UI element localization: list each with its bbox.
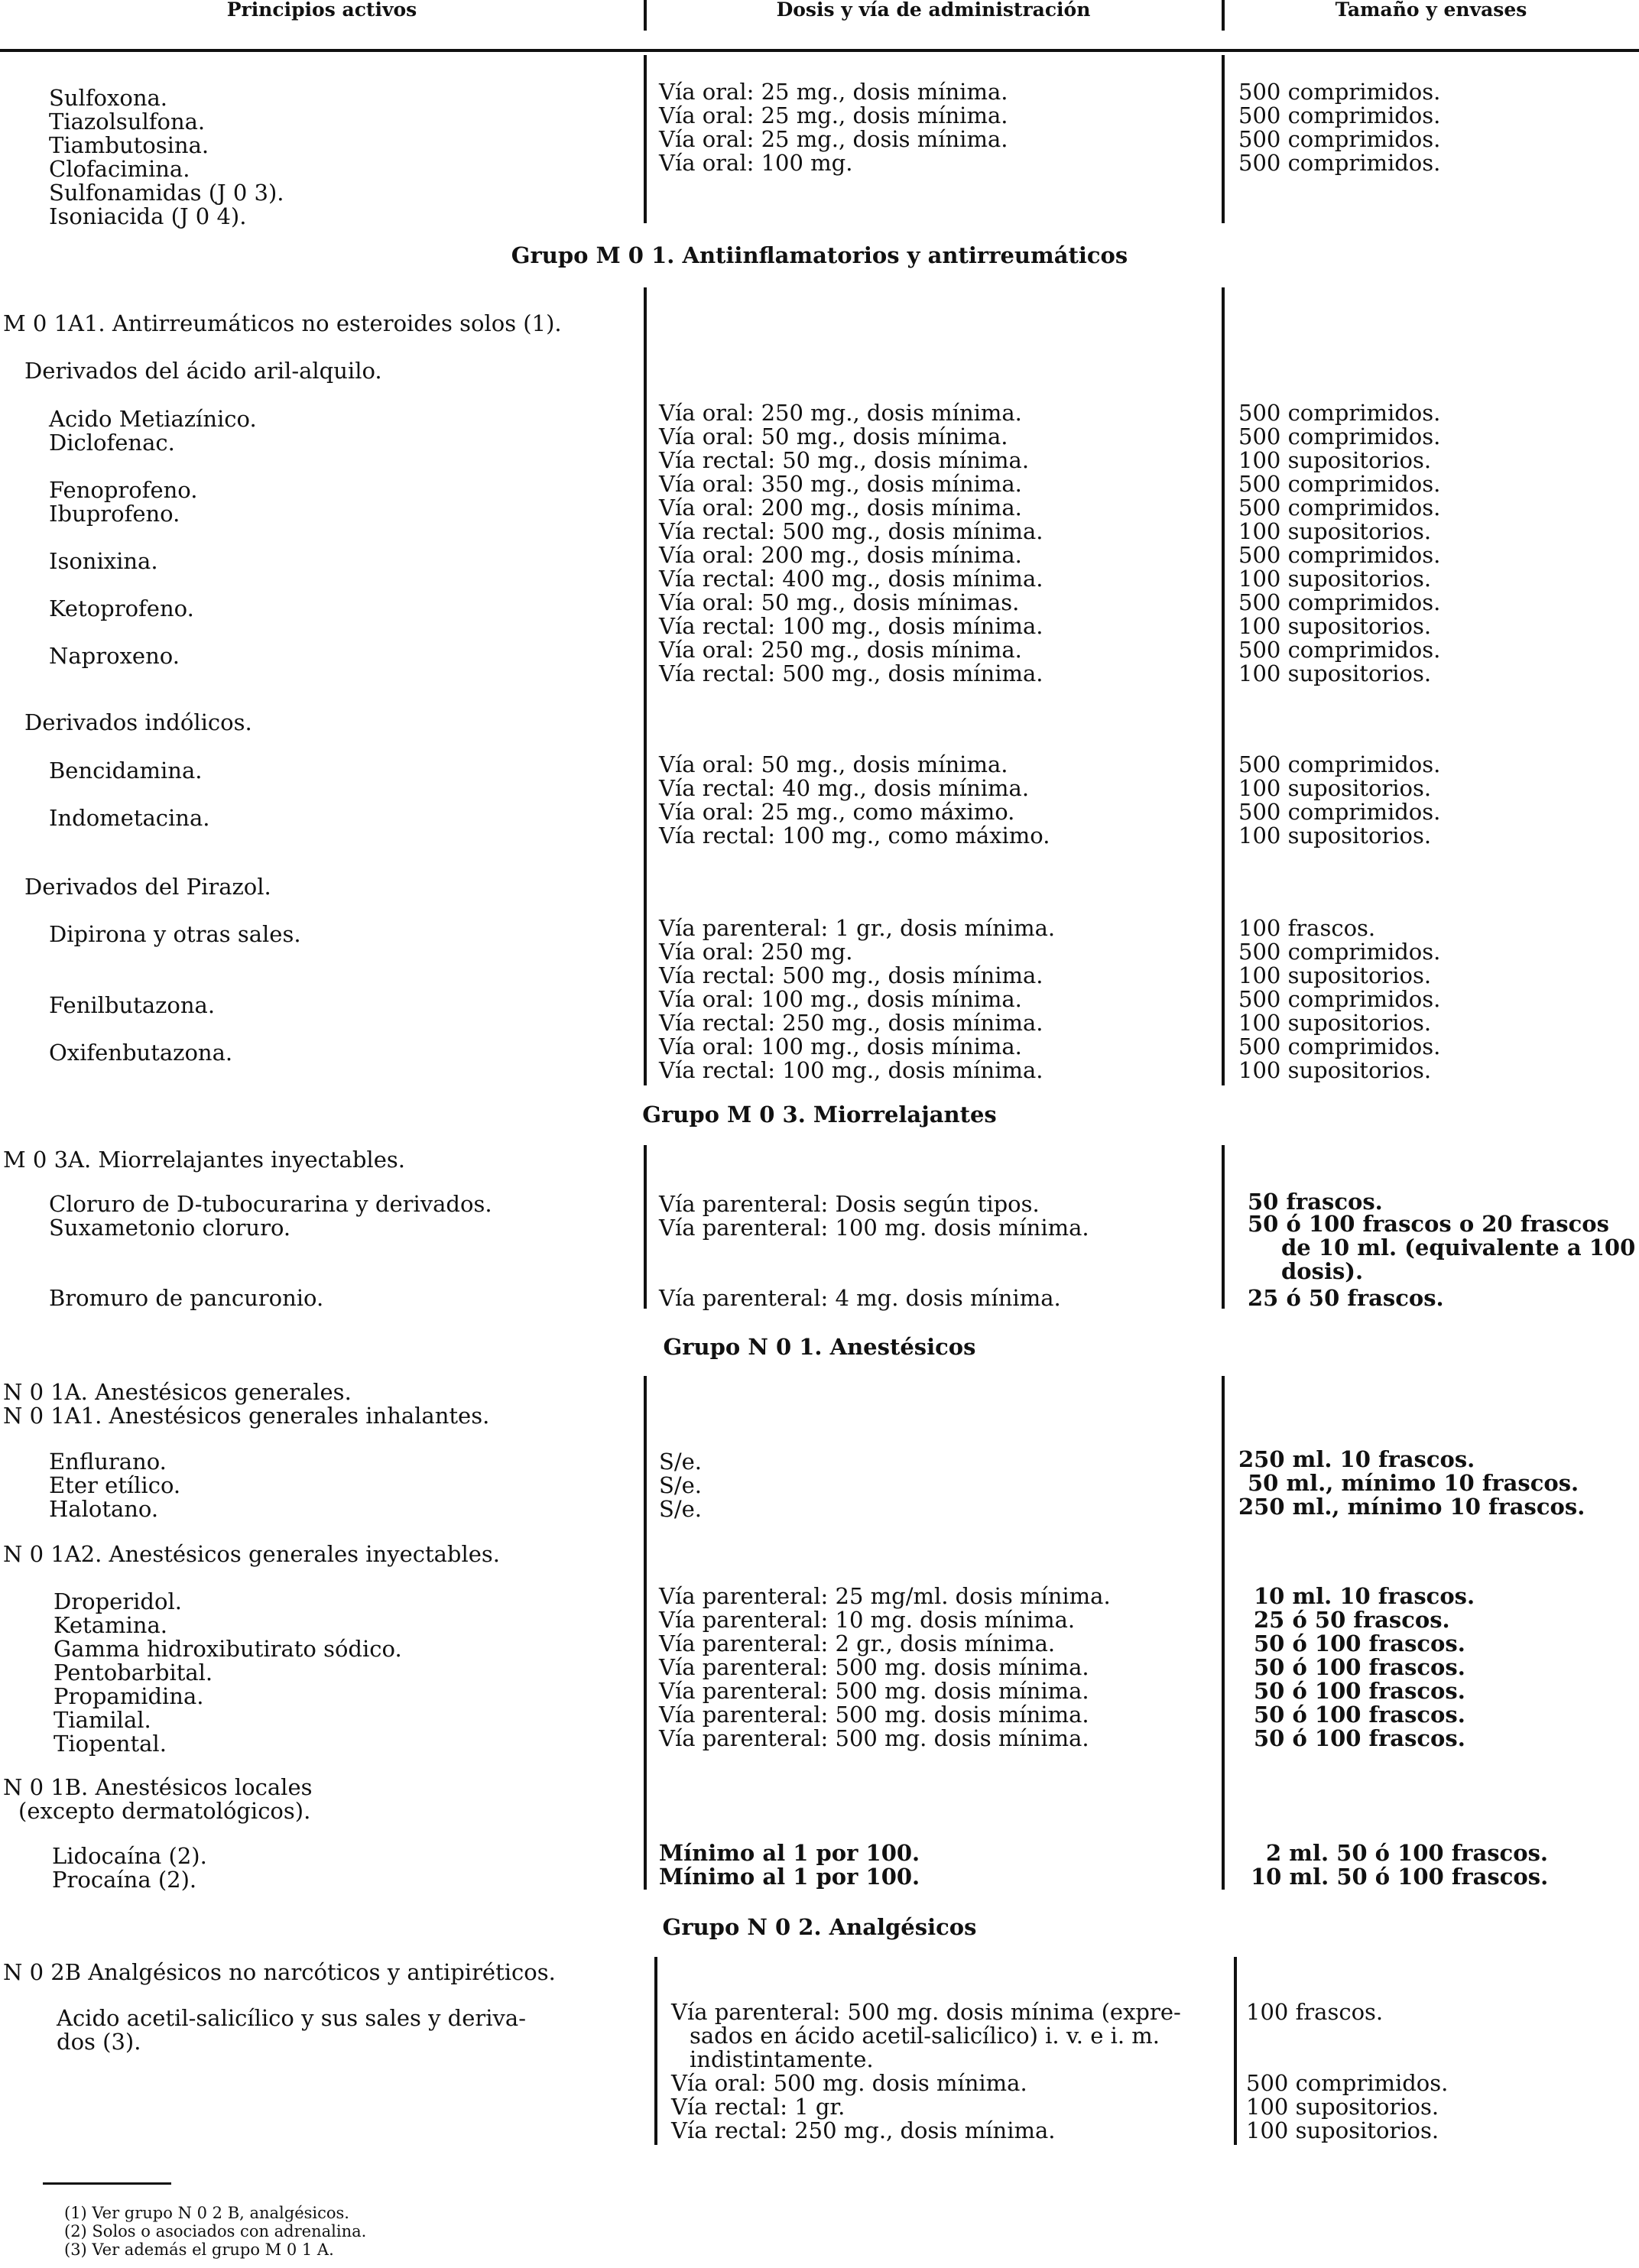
subsection-title: Derivados indólicos. — [24, 709, 252, 735]
section-title: N 0 1B. Anestésicos locales — [3, 1774, 313, 1800]
dosage: Vía rectal: 250 mg., dosis mínima. — [671, 2117, 1056, 2143]
package: 10 ml. 50 ó 100 frascos. — [1251, 1864, 1549, 1890]
drug-name: Fenilbutazona. — [49, 992, 216, 1018]
footnote: (2) Solos o asociados con adrenalina. — [64, 2222, 367, 2240]
dosage: Vía rectal: 40 mg., dosis mínima. — [659, 775, 1030, 801]
package: 50 ó 100 frascos. — [1254, 1630, 1465, 1656]
dosage: Vía oral: 100 mg., dosis mínima. — [659, 986, 1022, 1012]
dosage: Vía rectal: 500 mg., dosis mínima. — [659, 962, 1043, 988]
package: 25 ó 50 frascos. — [1254, 1607, 1450, 1633]
footnote: (3) Ver además el grupo M 0 1 A. — [64, 2240, 334, 2259]
drug-name: Tiambutosina. — [49, 132, 209, 158]
package: 500 comprimidos. — [1238, 637, 1441, 663]
dosage: Vía rectal: 50 mg., dosis mínima. — [659, 447, 1030, 473]
drug-name: Bencidamina. — [49, 758, 203, 784]
dosage: Vía oral: 200 mg., dosis mínima. — [659, 542, 1022, 568]
column-divider — [644, 1145, 647, 1309]
package: 100 supositorios. — [1238, 1010, 1432, 1036]
drug-name: Ketoprofeno. — [49, 595, 194, 621]
header-col3: Tamaño y envases — [1335, 0, 1527, 21]
drug-name: Ketamina. — [54, 1612, 167, 1638]
dosage: Vía rectal: 100 mg., dosis mínima. — [659, 613, 1043, 639]
drug-name: Cloruro de D-tubocurarina y derivados. — [49, 1191, 492, 1217]
column-divider — [1222, 55, 1225, 223]
dosage: S/e. — [659, 1449, 703, 1475]
package: 25 ó 50 frascos. — [1248, 1285, 1444, 1311]
dosage: Vía oral: 50 mg., dosis mínima. — [659, 423, 1008, 449]
footnote-rule — [43, 2182, 171, 2185]
section-title: M 0 3A. Miorrelajantes inyectables. — [3, 1147, 405, 1173]
drug-name: Droperidol. — [54, 1588, 182, 1614]
package: 500 comprimidos. — [1238, 542, 1441, 568]
package: 500 comprimidos. — [1238, 751, 1441, 777]
package: 500 comprimidos. — [1238, 471, 1441, 497]
dosage: Vía rectal: 400 mg., dosis mínima. — [659, 566, 1043, 592]
dosage: Vía parenteral: 100 mg. dosis mínima. — [659, 1215, 1089, 1241]
package: 500 comprimidos. — [1238, 79, 1441, 105]
dosage: Vía parenteral: 4 mg. dosis mínima. — [659, 1285, 1061, 1311]
dosage: Vía parenteral: 500 mg. dosis mínima (expre- — [671, 1999, 1181, 2025]
dosage: Vía oral: 250 mg., dosis mínima. — [659, 400, 1022, 426]
dosage: Vía rectal: 100 mg., dosis mínima. — [659, 1057, 1043, 1083]
package: 500 comprimidos. — [1238, 150, 1441, 176]
drug-name: Eter etílico. — [49, 1472, 181, 1498]
header-col2: Dosis y vía de administración — [776, 0, 1091, 21]
dosage: Vía rectal: 500 mg., dosis mínima. — [659, 518, 1043, 544]
dosage: Vía oral: 100 mg., dosis mínima. — [659, 1033, 1022, 1059]
dosage: Vía oral: 250 mg., dosis mínima. — [659, 637, 1022, 663]
dosage: Vía parenteral: 1 gr., dosis mínima. — [659, 915, 1056, 941]
section-title: N 0 1A. Anestésicos generales. — [3, 1379, 352, 1405]
dosage: indistintamente. — [690, 2046, 874, 2072]
group-heading-m01: Grupo M 0 1. Antiinflamatorios y antirreumáticos — [511, 242, 1128, 268]
column-divider — [1222, 1376, 1225, 1890]
dosage: Vía parenteral: 10 mg. dosis mínima. — [659, 1607, 1076, 1633]
package: 2 ml. 50 ó 100 frascos. — [1266, 1840, 1548, 1866]
package: 500 comprimidos. — [1238, 423, 1441, 449]
drug-name: Gamma hidroxibutirato sódico. — [54, 1636, 402, 1662]
package: 50 ó 100 frascos. — [1254, 1725, 1465, 1751]
dosage: Vía rectal: 500 mg., dosis mínima. — [659, 660, 1043, 686]
drug-name: Oxifenbutazona. — [49, 1040, 233, 1066]
package: 50 ml., mínimo 10 frascos. — [1248, 1470, 1579, 1496]
dosage: Vía oral: 200 mg., dosis mínima. — [659, 495, 1022, 521]
column-divider — [1234, 1957, 1237, 2145]
package: 500 comprimidos. — [1238, 102, 1441, 128]
dosage: Vía oral: 25 mg., dosis mínima. — [659, 126, 1008, 152]
group-heading-m03: Grupo M 0 3. Miorrelajantes — [642, 1102, 997, 1128]
dosage: Vía parenteral: 2 gr., dosis mínima. — [659, 1630, 1056, 1656]
dosage: Vía oral: 25 mg., dosis mínima. — [659, 102, 1008, 128]
dosage: Vía oral: 500 mg. dosis mínima. — [671, 2070, 1027, 2096]
dosage: Vía oral: 50 mg., dosis mínima. — [659, 751, 1008, 777]
package: 100 supositorios. — [1238, 660, 1432, 686]
dosage: Vía oral: 100 mg. — [659, 150, 853, 176]
package: dosis). — [1281, 1258, 1364, 1284]
dosage: Vía rectal: 250 mg., dosis mínima. — [659, 1010, 1043, 1036]
drug-name: Naproxeno. — [49, 643, 180, 669]
column-divider — [644, 287, 647, 1085]
drug-name: Pentobarbital. — [54, 1660, 213, 1686]
column-divider — [1222, 287, 1225, 1085]
drug-name: Isoniacida (J 0 4). — [49, 203, 247, 229]
drug-name: Diclofenac. — [49, 430, 175, 456]
package: 500 comprimidos. — [1238, 939, 1441, 965]
column-divider — [654, 1957, 657, 2145]
drug-name: Sulfonamidas (J 0 3). — [49, 180, 284, 206]
section-title: (excepto dermatológicos). — [18, 1798, 311, 1824]
drug-name: Tiazolsulfona. — [49, 109, 206, 135]
package: de 10 ml. (equivalente a 100 — [1281, 1235, 1636, 1261]
dosage: S/e. — [659, 1472, 703, 1498]
drug-name: Procaína (2). — [52, 1867, 197, 1893]
column-divider — [1222, 1145, 1225, 1309]
header-divider — [1222, 0, 1225, 31]
dosage: Mínimo al 1 por 100. — [659, 1864, 920, 1890]
footnote: (1) Ver grupo N 0 2 B, analgésicos. — [64, 2204, 349, 2222]
dosage: Vía oral: 250 mg. — [659, 939, 853, 965]
package: 100 supositorios. — [1238, 566, 1432, 592]
section-title: N 0 1A2. Anestésicos generales inyectables. — [3, 1541, 501, 1567]
dosage: Vía parenteral: 25 mg/ml. dosis mínima. — [659, 1583, 1111, 1609]
drug-name: dos (3). — [57, 2029, 141, 2055]
drug-name: Propamidina. — [54, 1683, 204, 1709]
column-divider — [644, 1376, 647, 1890]
drug-name: Enflurano. — [49, 1449, 167, 1475]
header-divider — [644, 0, 647, 31]
group-heading-n02: Grupo N 0 2. Analgésicos — [662, 1914, 977, 1940]
dosage: Vía parenteral: 500 mg. dosis mínima. — [659, 1654, 1089, 1680]
drug-name: Isonixina. — [49, 548, 158, 574]
package: 50 ó 100 frascos. — [1254, 1702, 1465, 1728]
drug-name: Fenoprofeno. — [49, 477, 198, 503]
package: 500 comprimidos. — [1238, 799, 1441, 825]
drug-name: Bromuro de pancuronio. — [49, 1285, 324, 1311]
package: 500 comprimidos. — [1238, 400, 1441, 426]
package: 500 comprimidos. — [1238, 1033, 1441, 1059]
package: 10 ml. 10 frascos. — [1254, 1583, 1475, 1609]
package: 100 supositorios. — [1238, 518, 1432, 544]
group-heading-n01: Grupo N 0 1. Anestésicos — [663, 1334, 976, 1360]
drug-name: Sulfoxona. — [49, 85, 168, 111]
dosage: Vía oral: 25 mg., dosis mínima. — [659, 79, 1008, 105]
header-rule — [0, 49, 1639, 52]
package: 100 frascos. — [1246, 1999, 1384, 2025]
dosage: Vía oral: 25 mg., como máximo. — [659, 799, 1015, 825]
section-title: N 0 2B Analgésicos no narcóticos y antipiréticos. — [3, 1959, 556, 1985]
drug-name: Indometacina. — [49, 805, 210, 831]
drug-name: Acido Metiazínico. — [49, 406, 257, 432]
header-col1: Principios activos — [226, 0, 417, 21]
drug-name: Dipirona y otras sales. — [49, 921, 301, 947]
package: 100 supositorios. — [1246, 2117, 1439, 2143]
package: 500 comprimidos. — [1238, 126, 1441, 152]
section-title: N 0 1A1. Anestésicos generales inhalantes. — [3, 1403, 490, 1429]
package: 100 frascos. — [1238, 915, 1376, 941]
package: 100 supositorios. — [1238, 962, 1432, 988]
package: 500 comprimidos. — [1238, 589, 1441, 615]
drug-name: Ibuprofeno. — [49, 501, 180, 527]
package: 100 supositorios. — [1246, 2094, 1439, 2120]
dosage: Vía rectal: 100 mg., como máximo. — [659, 823, 1050, 848]
drug-name: Acido acetil-salicílico y sus sales y deriva- — [57, 2005, 527, 2031]
package: 50 ó 100 frascos. — [1254, 1654, 1465, 1680]
dosage: Vía rectal: 1 gr. — [671, 2094, 845, 2120]
package: 250 ml. 10 frascos. — [1238, 1446, 1475, 1472]
drug-name: Clofacimina. — [49, 156, 190, 182]
drug-name: Halotano. — [49, 1496, 159, 1522]
package: 500 comprimidos. — [1246, 2070, 1449, 2096]
package: 100 supositorios. — [1238, 1057, 1432, 1083]
drug-name: Tiopental. — [54, 1731, 167, 1757]
package: 250 ml., mínimo 10 frascos. — [1238, 1494, 1585, 1520]
dosage: Vía parenteral: 500 mg. dosis mínima. — [659, 1678, 1089, 1704]
subsection-title: Derivados del Pirazol. — [24, 874, 271, 900]
subsection-title: Derivados del ácido aril-alquilo. — [24, 358, 382, 384]
package: 50 frascos. — [1248, 1189, 1383, 1215]
drug-name: Tiamilal. — [54, 1707, 151, 1733]
dosage: Vía oral: 50 mg., dosis mínimas. — [659, 589, 1020, 615]
package: 500 comprimidos. — [1238, 986, 1441, 1012]
package: 100 supositorios. — [1238, 823, 1432, 848]
dosage: Vía parenteral: Dosis según tipos. — [659, 1191, 1040, 1217]
dosage: S/e. — [659, 1496, 703, 1522]
package: 100 supositorios. — [1238, 775, 1432, 801]
package: 100 supositorios. — [1238, 613, 1432, 639]
dosage: sados en ácido acetil-salicílico) i. v. e i. m. — [690, 2023, 1160, 2049]
dosage: Vía parenteral: 500 mg. dosis mínima. — [659, 1702, 1089, 1728]
dosage: Vía parenteral: 500 mg. dosis mínima. — [659, 1725, 1089, 1751]
dosage: Mínimo al 1 por 100. — [659, 1840, 920, 1866]
drug-name: Lidocaína (2). — [52, 1843, 207, 1869]
section-title: M 0 1A1. Antirreumáticos no esteroides solos (1). — [3, 310, 562, 336]
package: 100 supositorios. — [1238, 447, 1432, 473]
column-divider — [644, 55, 647, 223]
drug-name: Suxametonio cloruro. — [49, 1215, 291, 1241]
dosage: Vía oral: 350 mg., dosis mínima. — [659, 471, 1022, 497]
package: 50 ó 100 frascos. — [1254, 1678, 1465, 1704]
package: 500 comprimidos. — [1238, 495, 1441, 521]
package: 50 ó 100 frascos o 20 frascos — [1248, 1211, 1609, 1237]
